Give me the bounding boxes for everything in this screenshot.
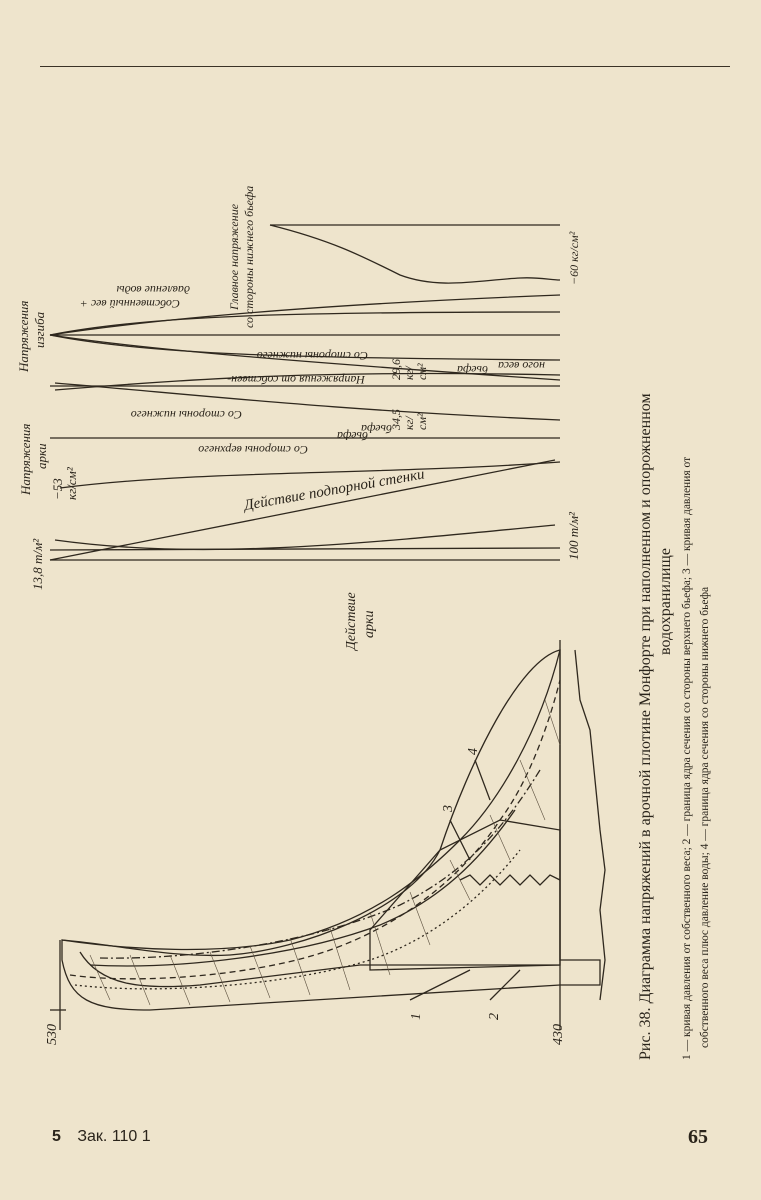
val-100: 100 т/м² (566, 512, 581, 560)
leader-3 (450, 820, 470, 860)
dam-upstream-face (62, 650, 560, 949)
upstream-label: Со стороны верхнего бьефа (198, 429, 368, 457)
figure-caption (637, 393, 711, 1060)
curve-3-label: 3 (441, 805, 456, 812)
leader-2 (490, 970, 520, 1000)
curve-1 (70, 680, 560, 979)
page-number: 65 (688, 1126, 708, 1148)
val-13-8: 13,8 т/м² (30, 538, 45, 590)
signature-line (52, 1128, 151, 1146)
from-weight-label: Напряжения от собствен- ного веса (227, 359, 545, 387)
caption-note-2: собственного веса плюс давление воды; 4 — граница ядра сечения со стороны нижнего бьефа (699, 586, 711, 1048)
curve-2-label: 2 (487, 1013, 502, 1020)
leader-1 (410, 970, 470, 1000)
curve-3 (90, 810, 515, 966)
downstream-label: Со стороны нижнего бьефа (130, 408, 392, 436)
foundation-rock (575, 650, 605, 1000)
elev-top-label: 530 (45, 1024, 60, 1045)
signature-text: Зак. 110 1 (77, 1128, 151, 1145)
rock-zig (460, 875, 560, 885)
downstream-b-label: Со стороны нижнего бьефа (256, 349, 488, 377)
val-neg60: −60 кг/см² (567, 231, 581, 285)
curve-1-label: 1 (409, 1013, 424, 1020)
elev-bottom-label: 430 (551, 1024, 566, 1045)
caption-title-2: водохранилище (657, 548, 674, 655)
caption-title-1: Рис. 38. Диаграмма напряжений в арочной плотине Монфорте при наполненном и опорожненном (637, 393, 654, 1060)
self-weight-label: Собственный вес + давление воды (79, 283, 190, 311)
curve-4-label: 4 (466, 748, 481, 755)
dam-outline-outer (62, 650, 600, 1010)
principal-stress-label: Главное напряжение со стороны нижнего бьефа (227, 185, 256, 328)
principal-stress-curve (270, 225, 560, 283)
retaining-wall-label: Действие подпорной стенки (242, 466, 426, 514)
arch-stress-label: Напряжения арки (18, 423, 49, 495)
val-29-6: 29,6 кг/ см² (389, 359, 429, 380)
arch-action-label: Действие арки (344, 592, 377, 650)
bend-stress-label: Напряжения изгиба (16, 300, 47, 372)
leader-4 (475, 760, 490, 800)
curve-4 (100, 770, 540, 958)
val-neg53: −53 кг/см² (50, 467, 79, 500)
caption-note-1: 1 — кривая давления от собственного веса; 2 — граница ядра сечения со стороны верхнего бьефа; 3 — кривая давления от (681, 456, 693, 1060)
signature-number: 5 (52, 1128, 61, 1145)
val-34-5: 34,5 кг/ см² (389, 409, 429, 430)
